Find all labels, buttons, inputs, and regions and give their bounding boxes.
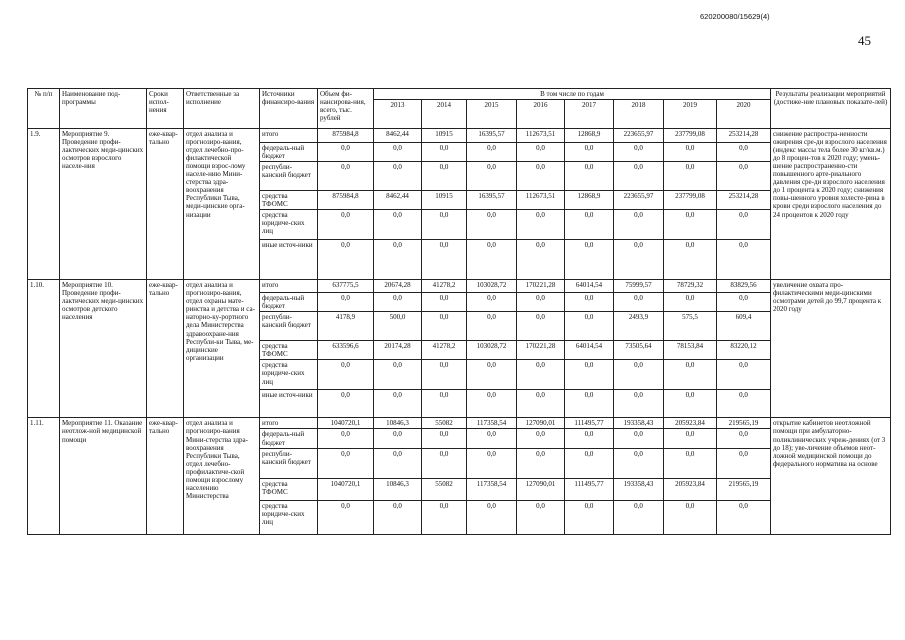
item-number: 1.11. xyxy=(28,418,60,534)
year-value-cell: 0,0 xyxy=(614,429,664,448)
year-value-cell: 0,0 xyxy=(517,312,565,341)
year-value-cell: 10915 xyxy=(422,191,467,210)
funding-source: средства ТФОМС xyxy=(260,478,318,500)
year-value-cell: 0,0 xyxy=(717,162,771,191)
year-value-cell: 0,0 xyxy=(565,293,614,312)
year-value-cell: 0,0 xyxy=(517,240,565,280)
year-value-cell: 0,0 xyxy=(664,162,717,191)
item-responsible: отдел анализа и прогнозиро-вания, отдел лечебно-про-филактической помощи взрос-лому населе-нию Мини-стерства здра-воохранения Республики Тыва, меди-цинские орга-низации xyxy=(184,129,260,280)
funding-source: федераль-ный бюджет xyxy=(260,293,318,312)
year-value-cell: 10846,3 xyxy=(374,418,422,429)
total-volume-cell: 0,0 xyxy=(318,210,374,240)
year-value-cell: 0,0 xyxy=(614,143,664,162)
header-year: 2016 xyxy=(517,100,565,129)
year-value-cell: 0,0 xyxy=(467,293,517,312)
year-value-cell: 253214,28 xyxy=(717,129,771,143)
funding-source: средства юридиче-ских лиц xyxy=(260,360,318,390)
year-value-cell: 500,0 xyxy=(374,312,422,341)
year-value-cell: 10846,3 xyxy=(374,478,422,500)
year-value-cell: 20174,28 xyxy=(374,341,422,360)
year-value-cell: 0,0 xyxy=(664,143,717,162)
year-value-cell: 0,0 xyxy=(467,390,517,418)
year-value-cell: 16395,57 xyxy=(467,129,517,143)
year-value-cell: 0,0 xyxy=(614,162,664,191)
year-value-cell: 0,0 xyxy=(467,240,517,280)
funding-source: федераль-ный бюджет xyxy=(260,429,318,448)
year-value-cell: 0,0 xyxy=(517,210,565,240)
year-value-cell: 193358,43 xyxy=(614,418,664,429)
year-value-cell: 0,0 xyxy=(717,210,771,240)
year-value-cell: 0,0 xyxy=(664,240,717,280)
year-value-cell: 575,5 xyxy=(664,312,717,341)
year-value-cell: 0,0 xyxy=(467,360,517,390)
year-value-cell: 609,4 xyxy=(717,312,771,341)
year-value-cell: 127090,01 xyxy=(517,418,565,429)
year-value-cell: 0,0 xyxy=(374,210,422,240)
year-value-cell: 0,0 xyxy=(717,448,771,478)
year-value-cell: 0,0 xyxy=(467,500,517,534)
total-volume-cell: 875984,8 xyxy=(318,129,374,143)
year-value-cell: 117358,54 xyxy=(467,478,517,500)
year-value-cell: 2493,9 xyxy=(614,312,664,341)
header-volume: Объем фи-нансирова-ния, всего, тыс. рублей xyxy=(318,89,374,129)
funding-source: средства юридиче-ских лиц xyxy=(260,210,318,240)
year-value-cell: 193358,43 xyxy=(614,478,664,500)
header-results: Результаты реализации мероприятий (достиже-ние плановых показате-лей) xyxy=(771,89,891,129)
year-value-cell: 219565,19 xyxy=(717,418,771,429)
funding-source: иные источ-ники xyxy=(260,240,318,280)
funding-source: итого xyxy=(260,418,318,429)
year-value-cell: 117358,54 xyxy=(467,418,517,429)
year-value-cell: 20674,28 xyxy=(374,280,422,293)
year-value-cell: 0,0 xyxy=(374,162,422,191)
year-value-cell: 0,0 xyxy=(614,448,664,478)
year-value-cell: 0,0 xyxy=(614,390,664,418)
year-value-cell: 83220,12 xyxy=(717,341,771,360)
year-value-cell: 0,0 xyxy=(422,448,467,478)
header-terms: Сроки испол-нения xyxy=(147,89,184,129)
year-value-cell: 0,0 xyxy=(374,429,422,448)
year-value-cell: 64014,54 xyxy=(565,341,614,360)
year-value-cell: 8462,44 xyxy=(374,191,422,210)
year-value-cell: 10915 xyxy=(422,129,467,143)
year-value-cell: 0,0 xyxy=(517,293,565,312)
year-value-cell: 0,0 xyxy=(565,390,614,418)
year-value-cell: 0,0 xyxy=(664,360,717,390)
total-volume-cell: 0,0 xyxy=(318,448,374,478)
total-volume-cell: 1040720,1 xyxy=(318,478,374,500)
year-value-cell: 0,0 xyxy=(565,448,614,478)
year-value-cell: 237799,08 xyxy=(664,129,717,143)
table-row xyxy=(28,280,891,293)
item-name: Мероприятие 10. Проведение профи-лактических меди-цинских осмотров детского населения xyxy=(60,280,147,418)
year-value-cell: 12868,9 xyxy=(565,191,614,210)
header-responsible: Ответственные за исполнение xyxy=(184,89,260,129)
year-value-cell: 223655,97 xyxy=(614,129,664,143)
item-results: открытие кабинетов неотложной помощи при амбулаторно-поликлинических учреж-дениях (от 3 до 18); уве-личение объемов неот-ложной медицинской помощи до федерального норматива на основе xyxy=(771,418,891,534)
year-value-cell: 73505,64 xyxy=(614,341,664,360)
year-value-cell: 0,0 xyxy=(614,240,664,280)
total-volume-cell: 0,0 xyxy=(318,390,374,418)
item-name: Мероприятие 11. Оказание неотлож-ной медицинской помощи xyxy=(60,418,147,534)
year-value-cell: 0,0 xyxy=(467,210,517,240)
year-value-cell: 0,0 xyxy=(422,143,467,162)
table-row xyxy=(28,418,891,429)
total-volume-cell: 633596,6 xyxy=(318,341,374,360)
year-value-cell: 0,0 xyxy=(565,240,614,280)
year-value-cell: 0,0 xyxy=(717,390,771,418)
year-value-cell: 0,0 xyxy=(422,429,467,448)
funding-source: республи-канский бюджет xyxy=(260,448,318,478)
year-value-cell: 0,0 xyxy=(422,162,467,191)
item-results: увеличение охвата про-филактическими меди-цинскими осмотрами детей до 99,7 процента к 2020 году xyxy=(771,280,891,418)
total-volume-cell: 0,0 xyxy=(318,143,374,162)
year-value-cell: 0,0 xyxy=(565,162,614,191)
year-value-cell: 253214,28 xyxy=(717,191,771,210)
year-value-cell: 41278,2 xyxy=(422,280,467,293)
total-volume-cell: 4178,9 xyxy=(318,312,374,341)
year-value-cell: 0,0 xyxy=(517,429,565,448)
year-value-cell: 0,0 xyxy=(664,429,717,448)
funding-source: республи-канский бюджет xyxy=(260,312,318,341)
item-terms: еже-квар-тально xyxy=(147,129,184,280)
year-value-cell: 0,0 xyxy=(517,448,565,478)
year-value-cell: 0,0 xyxy=(467,162,517,191)
total-volume-cell: 0,0 xyxy=(318,429,374,448)
item-responsible: отдел анализа и прогнозиро-вания Мини-стерства здра-воохранения Республики Тыва, отдел лечебно-профилактиче-ской помощи взрослому населению Министерства xyxy=(184,418,260,534)
year-value-cell: 0,0 xyxy=(565,360,614,390)
year-value-cell: 219565,19 xyxy=(717,478,771,500)
year-value-cell: 0,0 xyxy=(565,143,614,162)
funding-source: средства юридиче-ских лиц xyxy=(260,500,318,534)
total-volume-cell: 875984,8 xyxy=(318,191,374,210)
year-value-cell: 103028,72 xyxy=(467,341,517,360)
header-name: Наименование под-программы xyxy=(60,89,147,129)
year-value-cell: 0,0 xyxy=(614,293,664,312)
year-value-cell: 83829,56 xyxy=(717,280,771,293)
year-value-cell: 0,0 xyxy=(517,360,565,390)
year-value-cell: 111495,77 xyxy=(565,478,614,500)
total-volume-cell: 0,0 xyxy=(318,500,374,534)
header-years-group: В том числе по годам xyxy=(374,89,771,100)
total-volume-cell: 0,0 xyxy=(318,240,374,280)
year-value-cell: 0,0 xyxy=(717,240,771,280)
item-name: Мероприятие 9. Проведение профи-лактических меди-цинских осмотров взрослого населе-ния xyxy=(60,129,147,280)
funding-source: итого xyxy=(260,129,318,143)
year-value-cell: 64014,54 xyxy=(565,280,614,293)
total-volume-cell: 0,0 xyxy=(318,293,374,312)
year-value-cell: 0,0 xyxy=(565,429,614,448)
item-terms: еже-квар-тально xyxy=(147,418,184,534)
header-year: 2018 xyxy=(614,100,664,129)
year-value-cell: 170221,28 xyxy=(517,280,565,293)
funding-source: средства ТФОМС xyxy=(260,341,318,360)
year-value-cell: 0,0 xyxy=(374,500,422,534)
funding-source: республи-канский бюджет xyxy=(260,162,318,191)
item-number: 1.10. xyxy=(28,280,60,418)
year-value-cell: 0,0 xyxy=(717,429,771,448)
year-value-cell: 0,0 xyxy=(614,360,664,390)
year-value-cell: 0,0 xyxy=(374,143,422,162)
year-value-cell: 0,0 xyxy=(664,500,717,534)
year-value-cell: 78729,32 xyxy=(664,280,717,293)
header-year: 2015 xyxy=(467,100,517,129)
year-value-cell: 0,0 xyxy=(374,390,422,418)
funding-source: федераль-ный бюджет xyxy=(260,143,318,162)
header-year: 2020 xyxy=(717,100,771,129)
year-value-cell: 0,0 xyxy=(422,312,467,341)
funding-source: средства ТФОМС xyxy=(260,191,318,210)
document-id: 620200080/15629(4) xyxy=(700,12,770,21)
year-value-cell: 0,0 xyxy=(422,500,467,534)
year-value-cell: 12868,9 xyxy=(565,129,614,143)
year-value-cell: 0,0 xyxy=(422,293,467,312)
item-terms: еже-квар-тально xyxy=(147,280,184,418)
year-value-cell: 0,0 xyxy=(467,143,517,162)
year-value-cell: 0,0 xyxy=(517,162,565,191)
total-volume-cell: 0,0 xyxy=(318,360,374,390)
year-value-cell: 170221,28 xyxy=(517,341,565,360)
year-value-cell: 16395,57 xyxy=(467,191,517,210)
year-value-cell: 0,0 xyxy=(374,448,422,478)
funding-source: итого xyxy=(260,280,318,293)
year-value-cell: 0,0 xyxy=(517,143,565,162)
header-year: 2017 xyxy=(565,100,614,129)
year-value-cell: 0,0 xyxy=(664,390,717,418)
year-value-cell: 75999,57 xyxy=(614,280,664,293)
year-value-cell: 205923,84 xyxy=(664,478,717,500)
program-table xyxy=(27,88,891,535)
total-volume-cell: 1040720,1 xyxy=(318,418,374,429)
year-value-cell: 0,0 xyxy=(374,293,422,312)
year-value-cell: 0,0 xyxy=(422,240,467,280)
year-value-cell: 205923,84 xyxy=(664,418,717,429)
year-value-cell: 0,0 xyxy=(565,500,614,534)
table-row xyxy=(28,129,891,143)
total-volume-cell: 637775,5 xyxy=(318,280,374,293)
year-value-cell: 223655,97 xyxy=(614,191,664,210)
year-value-cell: 237799,08 xyxy=(664,191,717,210)
header-number: № п/п xyxy=(28,89,60,129)
header-year: 2013 xyxy=(374,100,422,129)
year-value-cell: 55082 xyxy=(422,478,467,500)
year-value-cell: 41278,2 xyxy=(422,341,467,360)
year-value-cell: 0,0 xyxy=(374,360,422,390)
item-responsible: отдел анализа и прогнозиро-вания, отдел охраны мате-ринства и детства и са-наторно-ку-рортного дела Министерства здравоохране-ния Республи-ки Тыва, ме-дицинские организации xyxy=(184,280,260,418)
year-value-cell: 0,0 xyxy=(374,240,422,280)
total-volume-cell: 0,0 xyxy=(318,162,374,191)
year-value-cell: 0,0 xyxy=(565,312,614,341)
year-value-cell: 0,0 xyxy=(422,360,467,390)
year-value-cell: 0,0 xyxy=(517,500,565,534)
year-value-cell: 0,0 xyxy=(467,429,517,448)
funding-source: иные источ-ники xyxy=(260,390,318,418)
header-year: 2014 xyxy=(422,100,467,129)
year-value-cell: 0,0 xyxy=(614,500,664,534)
year-value-cell: 0,0 xyxy=(422,210,467,240)
year-value-cell: 111495,77 xyxy=(565,418,614,429)
year-value-cell: 127090,01 xyxy=(517,478,565,500)
year-value-cell: 0,0 xyxy=(664,293,717,312)
year-value-cell: 0,0 xyxy=(717,293,771,312)
year-value-cell: 0,0 xyxy=(422,390,467,418)
year-value-cell: 55082 xyxy=(422,418,467,429)
year-value-cell: 0,0 xyxy=(614,210,664,240)
table-body xyxy=(28,129,891,535)
year-value-cell: 0,0 xyxy=(717,500,771,534)
year-value-cell: 0,0 xyxy=(467,312,517,341)
year-value-cell: 103028,72 xyxy=(467,280,517,293)
year-value-cell: 0,0 xyxy=(664,210,717,240)
year-value-cell: 112673,51 xyxy=(517,191,565,210)
table-header xyxy=(28,89,891,129)
header-year: 2019 xyxy=(664,100,717,129)
year-value-cell: 0,0 xyxy=(717,143,771,162)
page-number: 45 xyxy=(858,33,871,48)
year-value-cell: 78153,84 xyxy=(664,341,717,360)
year-value-cell: 112673,51 xyxy=(517,129,565,143)
year-value-cell: 0,0 xyxy=(664,448,717,478)
item-number: 1.9. xyxy=(28,129,60,280)
year-value-cell: 0,0 xyxy=(517,390,565,418)
year-value-cell: 0,0 xyxy=(717,360,771,390)
year-value-cell: 0,0 xyxy=(467,448,517,478)
year-value-cell: 0,0 xyxy=(565,210,614,240)
year-value-cell: 8462,44 xyxy=(374,129,422,143)
item-results: снижение распростра-ненности ожирения сре-ди взрослого населения (индекс массы тела более 30 кг/кв.м.) до 8 процен-тов к 2020 году; умень-шение распространенно-сти повышенного арте-риального давления сре-ди взрослого населения до 1 процента к 2020 году; снижения повы-шенного уровня холесте-рина в крови среди взрослого населения до 24 процентов к 2020 году xyxy=(771,129,891,280)
header-source: Источники финансиро-вания xyxy=(260,89,318,129)
